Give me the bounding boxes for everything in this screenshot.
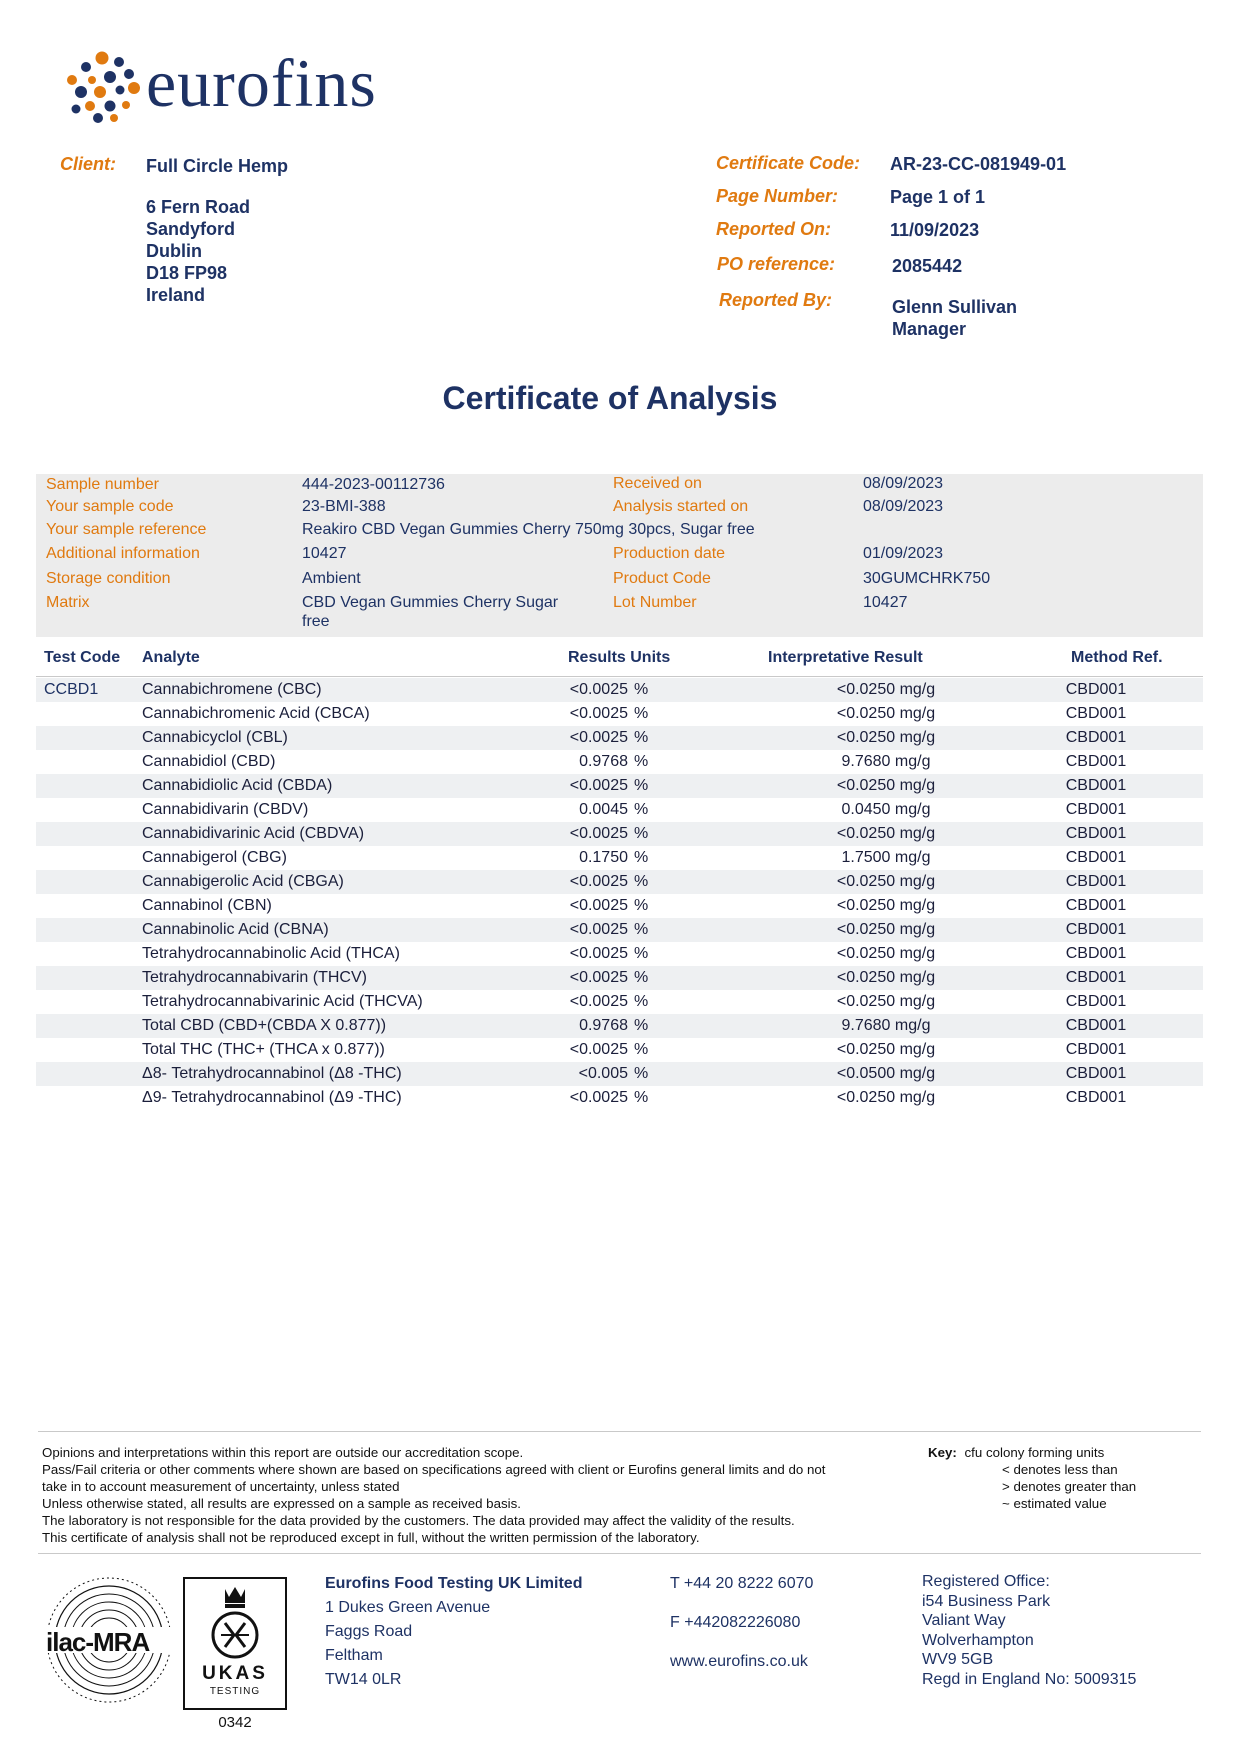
result-cell: <0.0025 [569, 969, 628, 986]
ukas-number: 0342 [218, 1714, 252, 1731]
interpretative-cell: <0.0250 mg/g [836, 729, 936, 746]
matrix-line: CBD Vegan Gummies Cherry Sugar [302, 594, 559, 611]
method-cell: CBD001 [1065, 921, 1127, 938]
result-cell: 0.9768 [579, 1017, 628, 1034]
unit-cell: % [634, 801, 649, 818]
disclaimer-line: The laboratory is not responsible for the data provided by the customers. The data provided may affect the validity of the results. [42, 1513, 795, 1528]
analyte-cell: Tetrahydrocannabinolic Acid (THCA) [142, 945, 400, 962]
production-date: 01/09/2023 [863, 545, 944, 562]
method-cell: CBD001 [1065, 1065, 1127, 1082]
table-row [36, 1014, 1203, 1038]
method-cell: CBD001 [1065, 873, 1127, 890]
table-row [36, 798, 1203, 822]
logo-wordmark: eurofins [146, 45, 377, 121]
unit-cell: % [634, 825, 649, 842]
disclaimer-line: Opinions and interpretations within this report are outside our accreditation scope. [42, 1445, 524, 1460]
company-block [325, 1572, 582, 1692]
method-cell: CBD001 [1065, 897, 1127, 914]
storage-condition: Ambient [302, 570, 361, 587]
table-row [36, 990, 1203, 1014]
client-address [146, 196, 250, 306]
additional-info: 10427 [302, 545, 347, 562]
unit-cell: % [634, 993, 649, 1010]
page-number: Page 1 of 1 [890, 187, 986, 207]
ukas-subtext: TESTING [209, 1686, 261, 1697]
interpretative-cell: <0.0250 mg/g [836, 681, 936, 698]
sample-number-label: Sample number [46, 476, 159, 493]
method-cell: CBD001 [1065, 1017, 1127, 1034]
analysis-started: 08/09/2023 [863, 498, 944, 515]
method-cell: CBD001 [1065, 1041, 1127, 1058]
unit-cell: % [634, 729, 649, 746]
footer-divider [38, 1431, 1201, 1432]
disclaimer-line: take in to account measurement of uncertainty, unless stated [42, 1479, 400, 1494]
table-row [36, 1062, 1203, 1086]
registered-office-line: WV9 5GB [922, 1651, 994, 1668]
phone: T +44 20 8222 6070 [670, 1575, 814, 1592]
result-cell: <0.0025 [569, 1089, 628, 1106]
client-label: Client: [60, 154, 116, 174]
storage-condition-label: Storage condition [46, 570, 171, 587]
sample-info-block [36, 474, 1203, 637]
interpretative-cell: <0.0250 mg/g [836, 921, 936, 938]
result-cell: 0.1750 [579, 849, 628, 866]
product-code-label: Product Code [613, 570, 711, 587]
result-cell: <0.0025 [569, 945, 628, 962]
result-cell: <0.0025 [569, 777, 628, 794]
lot-number: 10427 [863, 594, 908, 611]
unit-cell: % [634, 969, 649, 986]
result-cell: <0.0025 [569, 681, 628, 698]
result-cell: <0.0025 [569, 729, 628, 746]
sample-number: 444-2023-00112736 [302, 476, 445, 493]
certificate-code: AR-23-CC-081949-01 [890, 154, 1067, 174]
analyte-cell: Cannabichromene (CBC) [142, 681, 322, 698]
analyte-cell: Δ9- Tetrahydrocannabinol (Δ9 -THC) [142, 1089, 402, 1106]
analyte-cell: Δ8- Tetrahydrocannabinol (Δ8 -THC) [142, 1065, 402, 1082]
method-cell: CBD001 [1065, 969, 1127, 986]
interpretative-cell: <0.0250 mg/g [836, 705, 936, 722]
method-cell: CBD001 [1065, 753, 1127, 770]
received-on-label: Received on [613, 475, 702, 492]
interpretative-cell: 1.7500 mg/g [841, 849, 931, 866]
unit-cell: % [634, 753, 649, 770]
product-code: 30GUMCHRK750 [863, 570, 991, 587]
company-address-line: TW14 0LR [325, 1671, 402, 1688]
col-analyte: Analyte [142, 649, 200, 666]
sample-code: 23-BMI-388 [302, 498, 386, 515]
method-cell: CBD001 [1065, 681, 1127, 698]
page-number-label: Page Number: [716, 186, 839, 206]
registered-office [922, 1572, 1136, 1689]
col-method: Method Ref. [1071, 649, 1163, 666]
address-line: D18 FP98 [146, 263, 228, 283]
interpretative-cell: <0.0250 mg/g [836, 1089, 936, 1106]
analyte-cell: Cannabidiolic Acid (CBDA) [142, 777, 333, 794]
method-cell: CBD001 [1065, 825, 1127, 842]
company-address-line: Feltham [325, 1647, 383, 1664]
col-results-units: Results Units [568, 649, 671, 666]
method-cell: CBD001 [1065, 801, 1127, 818]
reported-by-label: Reported By: [719, 290, 833, 310]
disclaimer-line: Unless otherwise stated, all results are expressed on a sample as received basis. [42, 1496, 521, 1511]
unit-cell: % [634, 1089, 649, 1106]
address-line: Ireland [146, 285, 206, 305]
interpretative-cell: <0.0250 mg/g [836, 1041, 936, 1058]
unit-cell: % [634, 849, 649, 866]
method-cell: CBD001 [1065, 705, 1127, 722]
reported-by [892, 296, 1017, 340]
company-address-line: Faggs Road [325, 1623, 413, 1640]
table-row [36, 1038, 1203, 1062]
method-cell: CBD001 [1065, 849, 1127, 866]
unit-cell: % [634, 897, 649, 914]
test-code-cell: CCBD1 [44, 681, 99, 698]
client-name: Full Circle Hemp [146, 156, 289, 176]
interpretative-cell: <0.0250 mg/g [836, 897, 936, 914]
key-legend [928, 1444, 1136, 1512]
method-cell: CBD001 [1065, 1089, 1127, 1106]
table-row [36, 870, 1203, 894]
registered-office-line: Regd in England No: 5009315 [922, 1670, 1137, 1688]
matrix-line: free [302, 613, 330, 630]
address-line: 6 Fern Road [146, 197, 251, 217]
reported-on: 11/09/2023 [890, 220, 980, 240]
interpretative-cell: <0.0500 mg/g [836, 1065, 936, 1082]
result-cell: <0.0025 [569, 897, 628, 914]
analysis-started-label: Analysis started on [613, 498, 749, 515]
lot-number-label: Lot Number [613, 594, 697, 611]
unit-cell: % [634, 1065, 649, 1082]
analyte-cell: Tetrahydrocannabivarin (THCV) [142, 969, 367, 986]
result-cell: <0.0025 [569, 705, 628, 722]
results-table-header [36, 640, 1203, 677]
col-test-code: Test Code [44, 649, 121, 666]
unit-cell: % [634, 945, 649, 962]
method-cell: CBD001 [1065, 945, 1127, 962]
sample-reference-label: Your sample reference [46, 521, 207, 538]
disclaimer-line: Pass/Fail criteria or other comments where shown are based on specifications agreed with client or Eurofins general limits and do not [42, 1462, 826, 1477]
registered-office-line: Registered Office: [922, 1573, 1050, 1590]
reported-by-name: Glenn Sullivan [892, 297, 1018, 317]
analyte-cell: Cannabinol (CBN) [142, 897, 272, 914]
certificate-code-label: Certificate Code: [716, 153, 861, 173]
table-row [36, 846, 1203, 870]
result-cell: <0.0025 [569, 921, 628, 938]
reported-on-label: Reported On: [716, 219, 831, 239]
reported-by-title: Manager [892, 319, 967, 339]
address-line: Sandyford [146, 219, 236, 239]
registered-office-line: i54 Business Park [922, 1592, 1051, 1610]
result-cell: <0.0025 [569, 873, 628, 890]
result-cell: <0.0025 [569, 825, 628, 842]
eurofins-logo [66, 45, 406, 124]
key-item: ~ estimated value [1002, 1496, 1107, 1511]
interpretative-cell: 9.7680 mg/g [841, 1017, 931, 1034]
table-row [36, 966, 1203, 990]
table-row [36, 894, 1203, 918]
key-item: > denotes greater than [1002, 1479, 1137, 1494]
company-name: Eurofins Food Testing UK Limited [325, 1575, 583, 1592]
col-interpretative: Interpretative Result [768, 649, 923, 666]
unit-cell: % [634, 1041, 649, 1058]
interpretative-cell: <0.0250 mg/g [836, 993, 936, 1010]
result-cell: <0.005 [578, 1065, 628, 1082]
analyte-cell: Tetrahydrocannabivarinic Acid (THCVA) [142, 993, 423, 1010]
interpretative-cell: 9.7680 mg/g [841, 753, 931, 770]
registered-office-line: Valiant Way [922, 1612, 1006, 1629]
key-item: cfu colony forming units [964, 1445, 1105, 1460]
analyte-cell: Cannabidivarin (CBDV) [142, 801, 309, 818]
address-line: Dublin [146, 241, 202, 261]
table-row [36, 1086, 1203, 1110]
result-cell: 0.0045 [579, 801, 628, 818]
analyte-cell: Cannabinolic Acid (CBNA) [142, 921, 329, 938]
website-link[interactable]: www.eurofins.co.uk [670, 1653, 808, 1670]
table-row [36, 726, 1203, 750]
key-item: < denotes less than [1002, 1462, 1118, 1477]
analyte-cell: Cannabidiol (CBD) [142, 753, 276, 770]
unit-cell: % [634, 1017, 649, 1034]
received-on: 08/09/2023 [863, 475, 944, 492]
ukas-crown-icon [185, 1583, 285, 1667]
ilac-mra-seal [44, 1575, 174, 1705]
po-reference: 2085442 [892, 256, 963, 276]
key-label: Key: [928, 1445, 957, 1460]
production-date-label: Production date [613, 545, 726, 562]
analyte-cell: Total CBD (CBD+(CBDA X 0.877)) [142, 1017, 387, 1034]
unit-cell: % [634, 873, 649, 890]
result-cell: <0.0025 [569, 1041, 628, 1058]
analyte-cell: Cannabigerolic Acid (CBGA) [142, 873, 344, 890]
interpretative-cell: <0.0250 mg/g [836, 969, 936, 986]
result-cell: <0.0025 [569, 993, 628, 1010]
analyte-cell: Cannabicyclol (CBL) [142, 729, 288, 746]
additional-info-label: Additional information [46, 545, 200, 562]
ukas-text: UKAS [202, 1663, 268, 1684]
table-row [36, 702, 1203, 726]
interpretative-cell: <0.0250 mg/g [836, 873, 936, 890]
unit-cell: % [634, 921, 649, 938]
registered-office-line: Wolverhampton [922, 1631, 1034, 1649]
table-row [36, 678, 1203, 702]
disclaimer [42, 1444, 922, 1546]
analyte-cell: Cannabigerol (CBG) [142, 849, 287, 866]
method-cell: CBD001 [1065, 729, 1127, 746]
ukas-mark [183, 1577, 287, 1710]
method-cell: CBD001 [1065, 993, 1127, 1010]
interpretative-cell: <0.0250 mg/g [836, 945, 936, 962]
table-row [36, 942, 1203, 966]
method-cell: CBD001 [1065, 777, 1127, 794]
interpretative-cell: <0.0250 mg/g [836, 825, 936, 842]
sample-code-label: Your sample code [46, 498, 174, 515]
analyte-cell: Cannabidivarinic Acid (CBDVA) [142, 825, 365, 842]
table-row [36, 774, 1203, 798]
eurofins-logo-icon [66, 50, 144, 126]
matrix-label: Matrix [46, 594, 90, 611]
unit-cell: % [634, 705, 649, 722]
result-cell: 0.9768 [579, 753, 628, 770]
interpretative-cell: <0.0250 mg/g [836, 777, 936, 794]
unit-cell: % [634, 681, 649, 698]
disclaimer-line: This certificate of analysis shall not be reproduced except in full, without the written permission of the laboratory. [42, 1530, 700, 1545]
po-reference-label: PO reference: [717, 254, 836, 274]
page-title: Certificate of Analysis [442, 380, 778, 416]
analyte-cell: Cannabichromenic Acid (CBCA) [142, 705, 370, 722]
fax: F +442082226080 [670, 1614, 801, 1631]
company-address-line: 1 Dukes Green Avenue [325, 1599, 491, 1616]
interpretative-cell: 0.0450 mg/g [841, 801, 931, 818]
table-row [36, 750, 1203, 774]
sample-reference: Reakiro CBD Vegan Gummies Cherry 750mg 30pcs, Sugar free [302, 521, 755, 538]
ilac-mra-text: ilac-MRA [46, 1627, 150, 1657]
table-row [36, 918, 1203, 942]
unit-cell: % [634, 777, 649, 794]
analyte-cell: Total THC (THC+ (THCA x 0.877)) [142, 1041, 385, 1058]
table-row [36, 822, 1203, 846]
footer-divider [38, 1553, 1201, 1554]
